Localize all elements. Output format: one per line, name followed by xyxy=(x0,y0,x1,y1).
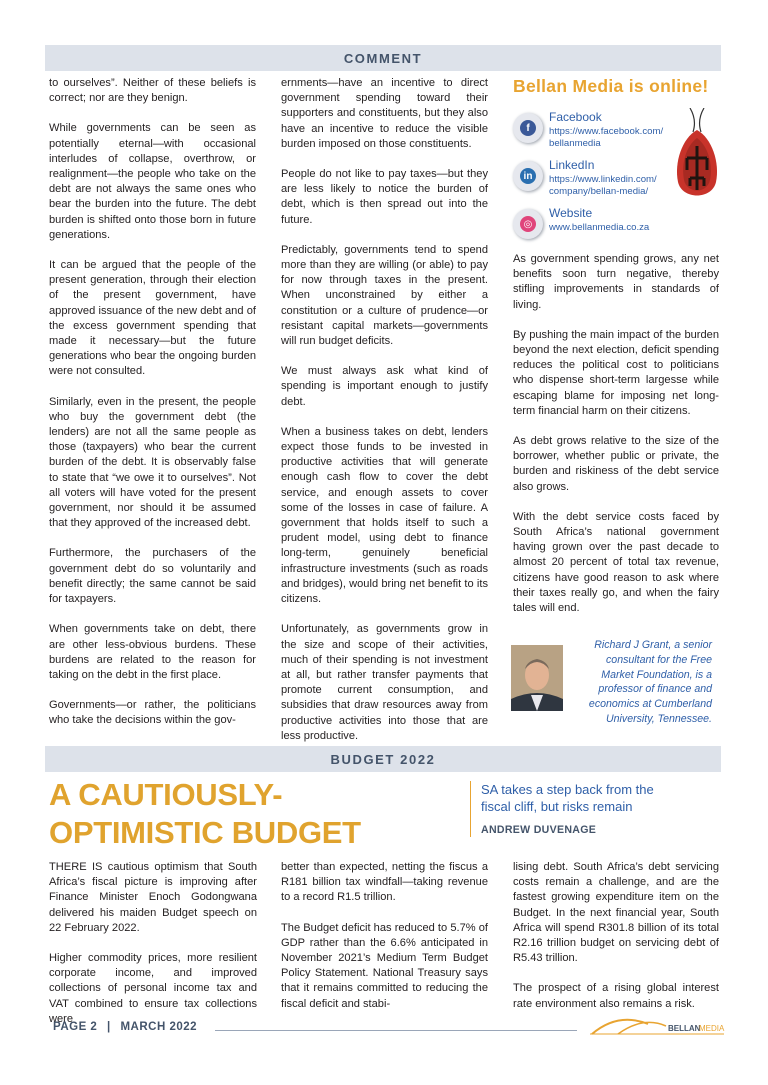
paragraph: It can be argued that the people of the present generation, through their election of the present government, have approved issuance of the new debt and of the excess government spending that made it necessary—but the future generations who bear the ongoing burden were not consulted. xyxy=(49,259,256,378)
comment-column-1 xyxy=(49,76,256,744)
budget-column-1 xyxy=(49,860,257,1042)
paragraph: Furthermore, the purchasers of the government debt do so voluntarily and benefit directly; the same cannot be said for taxpayers. xyxy=(49,547,256,606)
headline-line-1: A CAUTIOUSLY- xyxy=(49,777,283,812)
paragraph: The Budget deficit has reduced to 5.7% of GDP rather than the 6.6% anticipated in November 2021’s Medium Term Budget Policy Statement. National Treasury says that it remains committed to reducing the fiscal deficit and stabi- xyxy=(281,921,488,1010)
paragraph: When a business takes on debt, lenders expect those funds to be invested in productive activities that will generate enough cash flow to cover the debt service, and enough assets to cover some of the losses in case of failure. A government that holds itself to such a prudent model, using debt to finance long-term, genuinely beneficial infrastructure investments (such as roads and bridges), would bring net benefit to its citizens. xyxy=(281,425,488,606)
paragraph: lising debt. South Africa’s debt servicing costs remain a challenge, and are the fastest growing expenditure item on the Budget. In the next financial year, South Africa will spend R301.8 billion of its total R2.16 trillion budget on servicing debt of R5.43 trillion. xyxy=(513,861,719,965)
facebook-icon: f xyxy=(513,113,543,143)
paragraph: to ourselves”. Neither of these beliefs is correct; nor are they benign. xyxy=(49,77,256,105)
facebook-link[interactable] xyxy=(513,110,678,150)
website-label: Website xyxy=(549,206,593,220)
logo-word-1: BELLAN xyxy=(668,1024,701,1033)
deck-divider xyxy=(470,781,471,837)
website-link[interactable] xyxy=(513,206,678,246)
author-headshot xyxy=(511,645,563,711)
paragraph: Governments—or rather, the politicians who take the decisions within the gov- xyxy=(49,699,256,727)
pendant-image xyxy=(672,108,722,208)
paragraph: ernments—have an incentive to direct government spending toward their supporters and constituents, but they also have an incentive to reduce the visible burden imposed on those constituents. xyxy=(281,77,488,150)
section-band-comment xyxy=(45,45,721,71)
paragraph: Higher commodity prices, more resilient corporate income, and improved collections of personal income tax and VAT combined to ensure tax collections were xyxy=(49,952,257,1025)
paragraph: People do not like to pay taxes—but they are less likely to notice the burden of debt, which is then spread out into the future. xyxy=(281,168,488,226)
headline-line-2: OPTIMISTIC BUDGET xyxy=(49,815,361,850)
paragraph: THERE IS cautious optimism that South Africa’s fiscal picture is improving after Finance Minister Enoch Godongwana delivered his maiden Budget speech on 22 February 2022. xyxy=(49,861,257,934)
linkedin-link[interactable] xyxy=(513,158,678,198)
section-label: BUDGET 2022 xyxy=(330,751,436,767)
bellan-media-logo xyxy=(588,1010,728,1040)
paragraph: Predictably, governments tend to spend more than they are willing (or able) to pay for now through taxes in the present. When unconstrained by either a constitution or a culture of prudence—or resistant capital markets—governments will run budget deficits. xyxy=(281,243,488,348)
paragraph: By pushing the main impact of the burden beyond the next election, deficit spending reduces the political cost to politicians who dispense short-term largesse while escaping blame for imposing net long-term financial harm on their citizens. xyxy=(513,328,719,417)
linkedin-icon: in xyxy=(513,161,543,191)
footer-separator: | xyxy=(107,1021,111,1033)
budget-column-2 xyxy=(281,860,488,1027)
paragraph: As government spending grows, any net benefits soon turn negative, thereby stifling improvements in standards of living. xyxy=(513,253,719,311)
section-band-budget xyxy=(45,746,721,772)
linkedin-url[interactable]: https://www.linkedin.com/ company/bellan-media/ xyxy=(549,174,657,197)
paragraph: better than expected, netting the fiscus a R181 billion tax windfall—taking revenue to a record R1.5 trillion. xyxy=(281,861,488,904)
facebook-url[interactable]: https://www.facebook.com/ bellanmedia xyxy=(549,126,664,149)
paragraph: Unfortunately, as governments grow in the size and scope of their activities, much of their spending is not investment at all, but rather transfer payments that promote current consumption, and subsidies that draw resources away from productive activities into those that are less productive. xyxy=(281,623,488,742)
website-url[interactable]: www.bellanmedia.co.za xyxy=(549,222,650,233)
paragraph: While governments can be seen as potentially eternal—with occasional interludes of collapse, overthrow, or realignment—the people who take on the debt are not always the same ones who bear the burden into the future. The debt burden is shifted onto those born in future generations. xyxy=(49,122,256,241)
paragraph: As debt grows relative to the size of the borrower, whether public or private, the burden and riskiness of the debt service also grows. xyxy=(513,435,719,493)
logo-word-2: MEDIA xyxy=(699,1024,725,1033)
online-title: Bellan Media is online! xyxy=(513,76,709,96)
comment-column-2 xyxy=(281,76,488,759)
paragraph: We must always ask what kind of spending is important enough to justify debt. xyxy=(281,365,488,408)
linkedin-label: LinkedIn xyxy=(549,158,595,172)
website-icon: ◎ xyxy=(513,209,543,239)
page-number: PAGE 2 xyxy=(53,1021,98,1033)
paragraph: The prospect of a rising global interest rate environment also remains a risk. xyxy=(513,982,719,1010)
article-headline xyxy=(49,776,361,852)
budget-column-3 xyxy=(513,860,719,1027)
paragraph: With the debt service costs faced by South Africa’s national government having grown over the past decade to almost 20 percent of total tax revenue, citizens have good reason to ask where their taxes really go, and when the fairy tales will end. xyxy=(513,510,719,615)
facebook-label: Facebook xyxy=(549,110,602,124)
paragraph: When governments take on debt, there are other less-obvious burdens. These burdens are related to the reason for taking on the debt in the first place. xyxy=(49,623,256,681)
article-deck: SA takes a step back from the fiscal cliff, but risks remain xyxy=(481,782,654,814)
comment-column-3 xyxy=(513,252,719,631)
issue-date: MARCH 2022 xyxy=(120,1021,198,1033)
footer-divider xyxy=(215,1030,577,1031)
footer-page-info xyxy=(53,1021,197,1033)
author-bio: Richard J Grant, a senior consultant for the Free Market Foundation, is a professor of finance and economics at Cumberland University, Tennessee. xyxy=(588,639,712,725)
section-label: COMMENT xyxy=(343,50,423,66)
article-byline: ANDREW DUVENAGE xyxy=(481,824,597,836)
paragraph: Similarly, even in the present, the people who buy the government debt (the lenders) are not all the same people as those (taxpayers) who bear the current burden of the debt. It is observably false to state that “we owe it to ourselves”. Not all voters will have voted for the present government, nor should it be assumed that they approved of the increased debt. xyxy=(49,395,256,530)
